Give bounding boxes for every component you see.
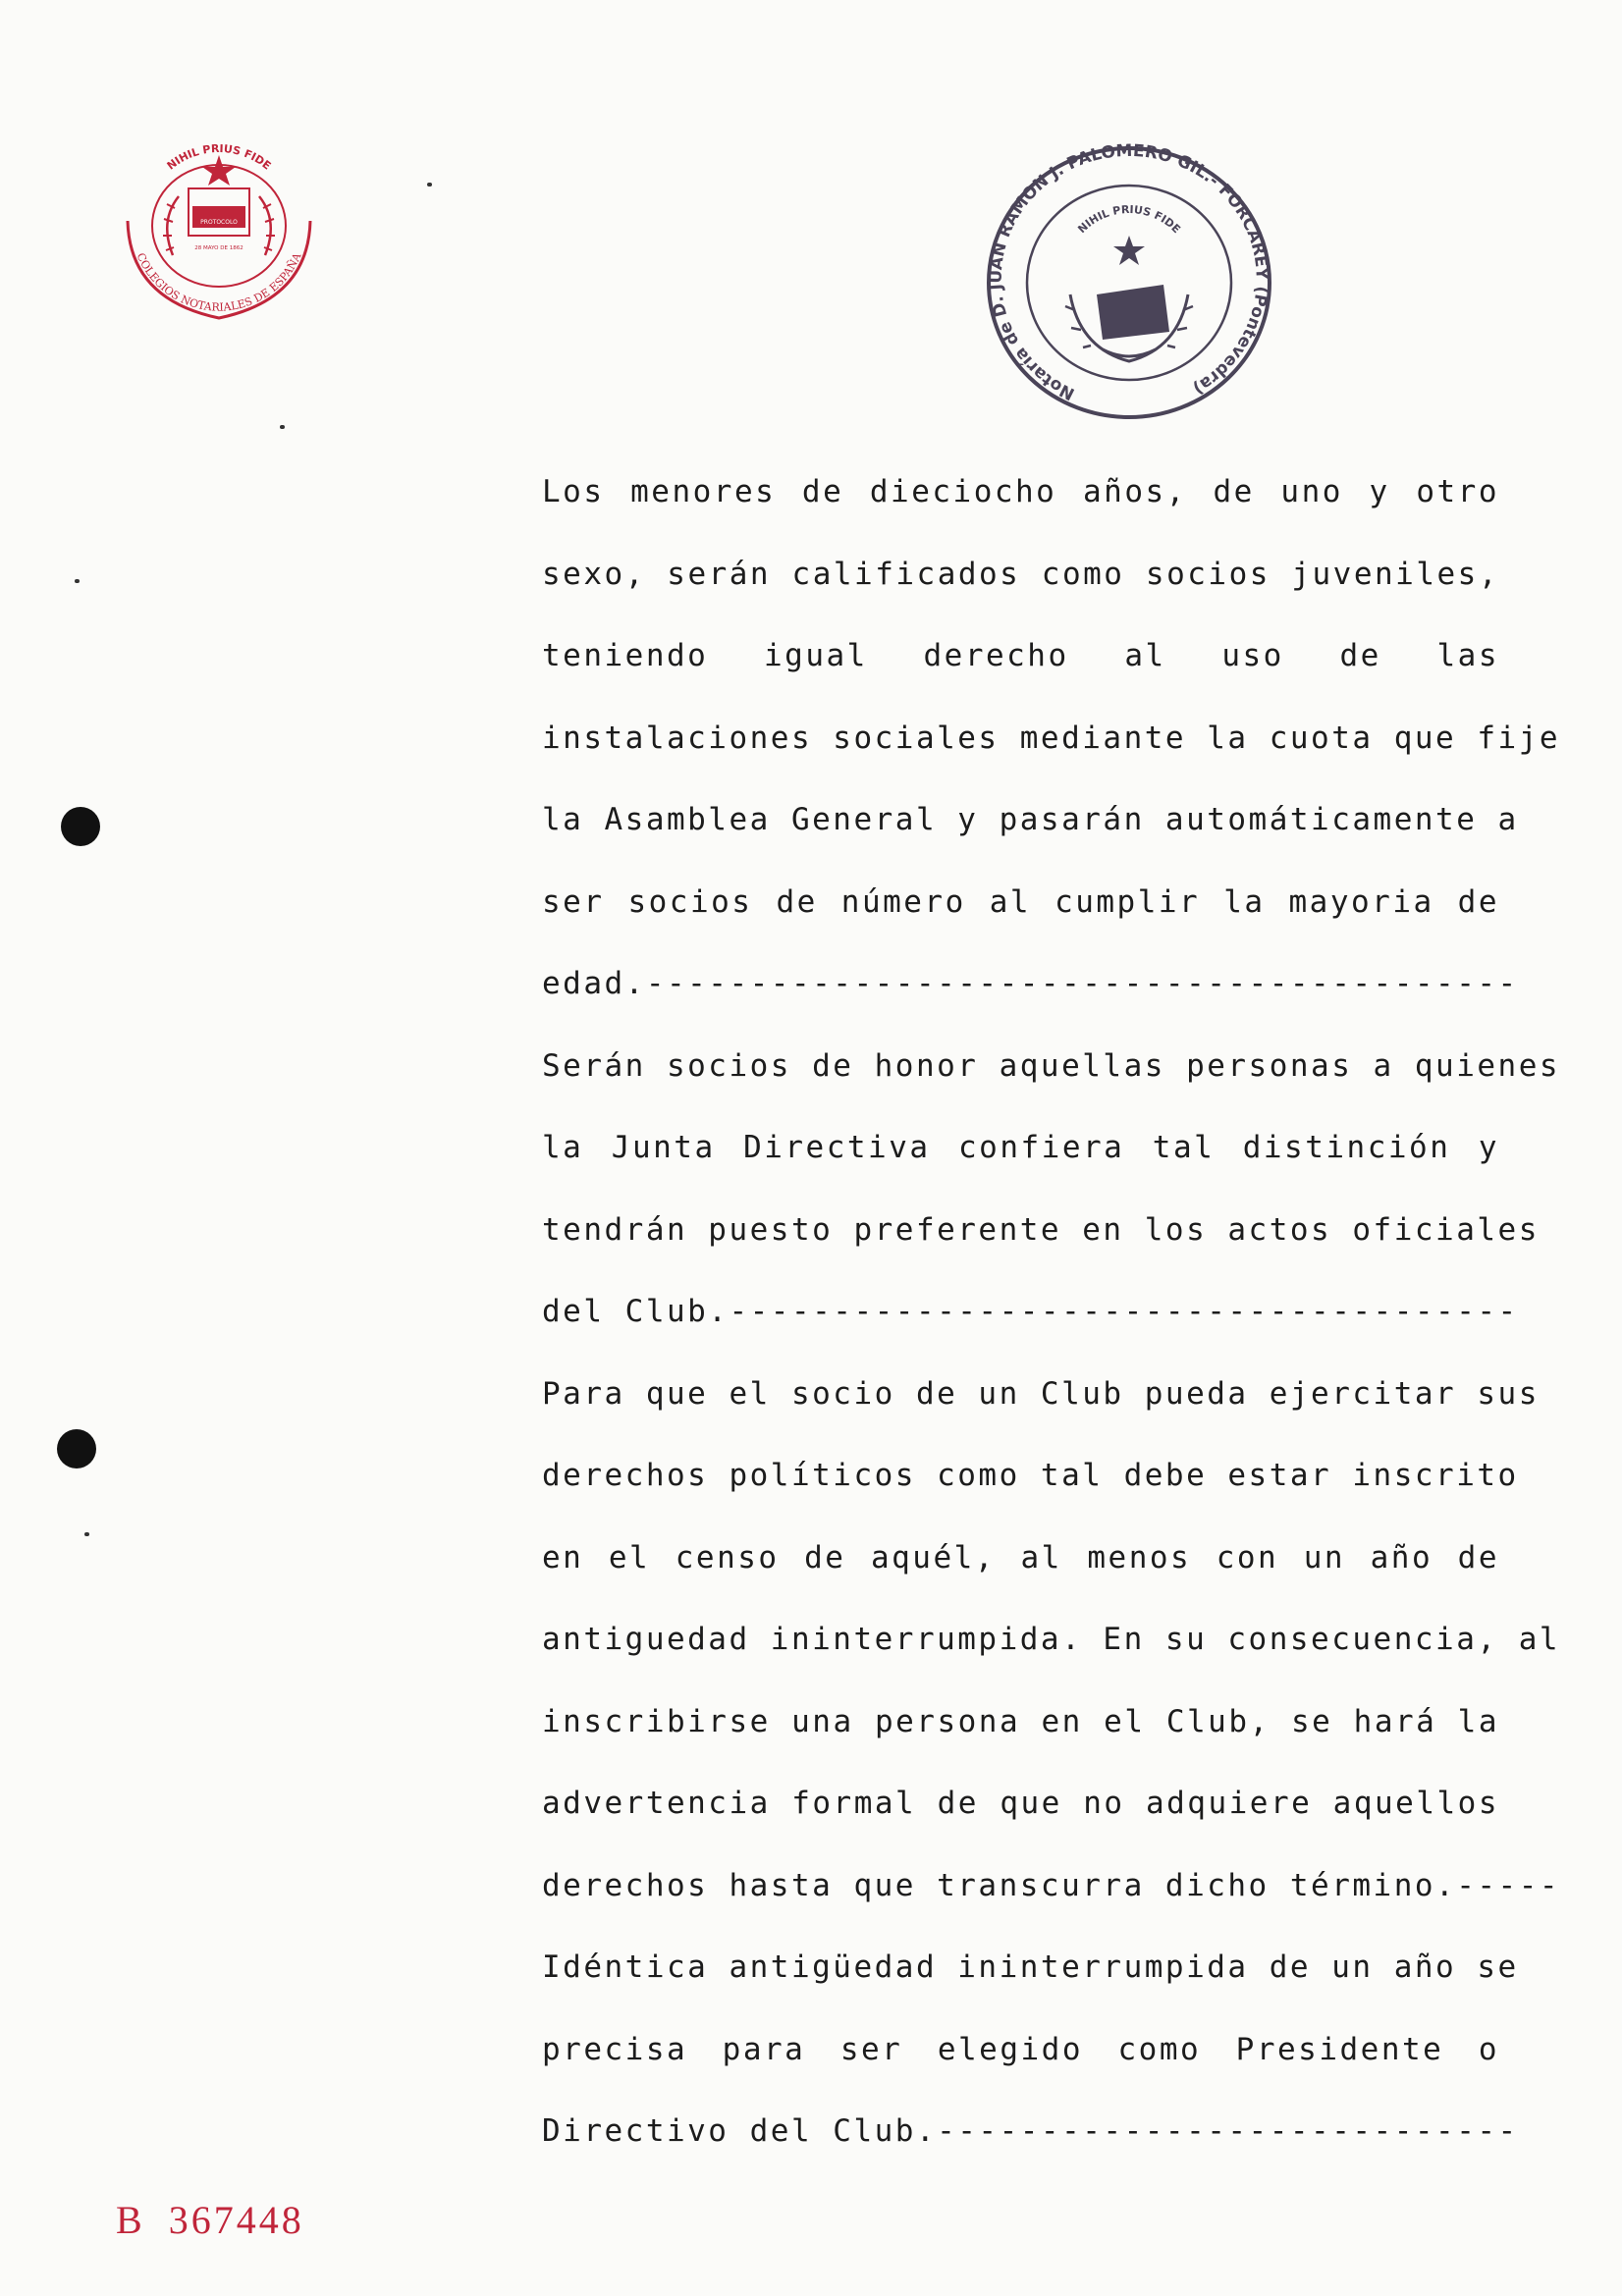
svg-text:NIHIL PRIUS FIDE (1075, 203, 1182, 236)
text-line: inscribirse una persona en el Club, se hará la (542, 1703, 1499, 1739)
text-line: Directivo del Club.---------------------------- (542, 2113, 1519, 2149)
text-line: del Club.-------------------------------------- (542, 1294, 1519, 1329)
text-line: teniendo igual derecho al uso de las (542, 638, 1499, 673)
ink-speck (280, 425, 285, 429)
text-line: la Asamblea General y pasarán automáticamente a (542, 802, 1519, 837)
text-line: instalaciones sociales mediante la cuota que fije (542, 720, 1561, 756)
sheet-serial-number (116, 2197, 304, 2243)
svg-text:COLEGIOS NOTARIALES DE ESPAÑA (135, 250, 304, 314)
ink-speck (427, 183, 432, 187)
svg-text:Notaría de D. JUAN RAMON J. PA (987, 141, 1271, 403)
notary-office-stamp (977, 137, 1281, 432)
seal-left-date-text: 28 MAYO DE 1862 (194, 245, 243, 251)
text-line: derechos hasta que transcurra dicho término.----- (542, 1867, 1561, 1903)
seal-emblem-icon (110, 128, 328, 324)
serial-series: B (116, 2198, 145, 2242)
text-line: Idéntica antigüedad ininterrumpida de un año se (542, 1949, 1519, 1985)
text-line: Los menores de dieciocho años, de uno y otro (542, 474, 1499, 509)
seal-left-bottom-text: COLEGIOS NOTARIALES DE ESPAÑA (134, 250, 304, 314)
punch-hole (61, 807, 100, 846)
text-line: edad.------------------------------------------ (542, 966, 1519, 1001)
text-line: advertencia formal de que no adquiere aquellos (542, 1786, 1499, 1821)
text-line: la Junta Directiva confiera tal distinción y (542, 1130, 1499, 1165)
text-line: en el censo de aquél, al menos con un año de (542, 1539, 1499, 1575)
serial-number: 367448 (168, 2198, 304, 2242)
text-line: precisa para ser elegido como Presidente o (542, 2031, 1499, 2067)
punch-hole (57, 1429, 96, 1468)
notarial-colleges-seal (110, 128, 328, 324)
text-line: sexo, serán calificados como socios juveniles, (542, 556, 1499, 592)
ink-speck (75, 579, 80, 583)
seal-left-top-text: NIHIL PRIUS FIDE (164, 141, 274, 173)
ink-speck (84, 1532, 89, 1536)
text-line: tendrán puesto preferente en los actos oficiales (542, 1211, 1540, 1248)
text-line: derechos políticos como tal debe estar inscrito (542, 1458, 1519, 1493)
text-line: antiguedad ininterrumpida. En su consecuencia, al (542, 1622, 1561, 1657)
stamp-inner-text: NIHIL PRIUS FIDE (1075, 202, 1183, 237)
seal-left-inner-text: PROTOCOLO (200, 219, 238, 226)
text-line: ser socios de número al cumplir la mayoria de (542, 883, 1499, 920)
stamp-ring-text: Notaría de D. JUAN RAMON J. PALOMERO GIL.- FORCAREY (Pontevedra) (986, 140, 1271, 404)
text-line: Para que el socio de un Club pueda ejercitar sus (542, 1375, 1540, 1412)
text-line: Serán socios de honor aquellas personas a quienes (542, 1047, 1561, 1084)
document-body-text (542, 452, 1561, 2173)
notary-stamp-icon (977, 137, 1281, 432)
